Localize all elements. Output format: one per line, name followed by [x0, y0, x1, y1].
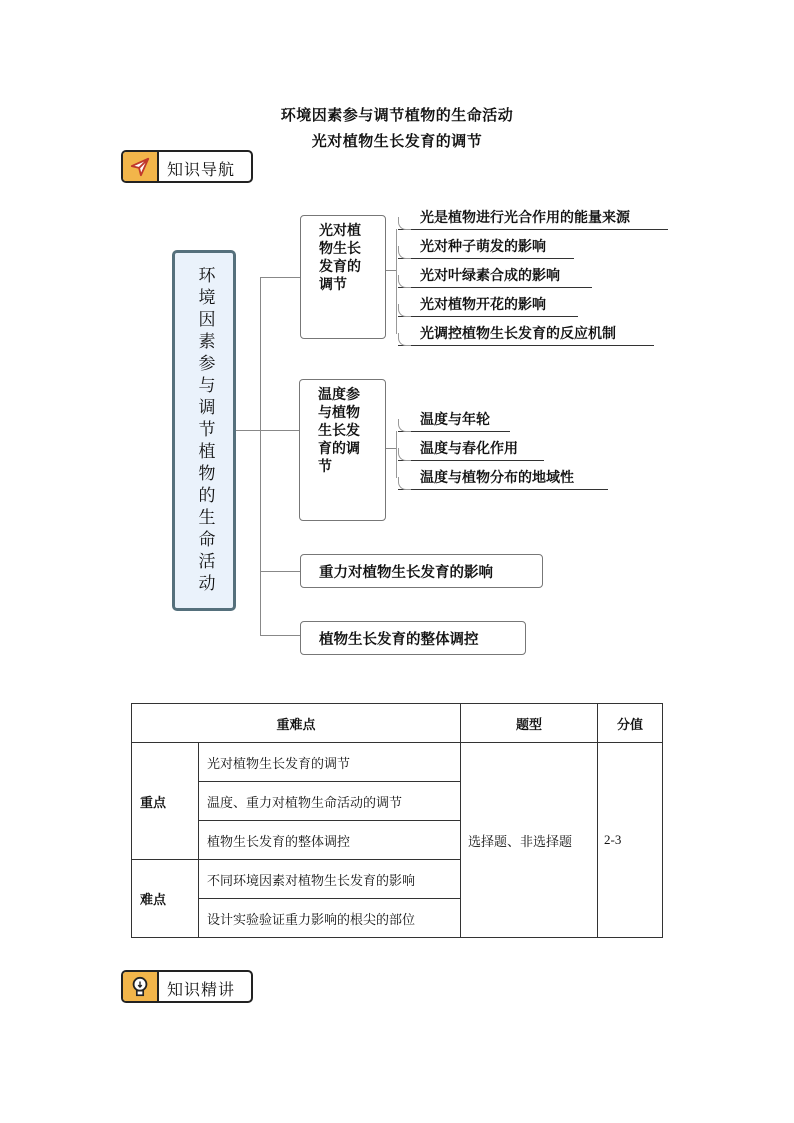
- table-cell: 温度、重力对植物生命活动的调节: [199, 782, 461, 821]
- mindmap-connector: [260, 277, 300, 278]
- mindmap-connector: [236, 430, 260, 431]
- mindmap-leaf: 光调控植物生长发育的反应机制: [398, 324, 654, 346]
- mindmap-branch-gravity: 重力对植物生长发育的影响: [300, 554, 543, 588]
- mindmap-leaf: 光是植物进行光合作用的能量来源: [398, 208, 668, 230]
- mindmap-leaf-spine: [396, 431, 397, 478]
- paper-plane-icon: [123, 152, 159, 181]
- table-header-row: [132, 704, 663, 743]
- table-cell-type: 选择题、非选择题: [461, 743, 598, 938]
- table-header: 题型: [461, 704, 598, 743]
- section-label: 知识精讲: [167, 980, 236, 999]
- table-cell: 光对植物生长发育的调节: [199, 743, 461, 782]
- section-label: 知识导航: [167, 160, 236, 179]
- mindmap-connector: [386, 270, 396, 271]
- mindmap-connector: [260, 635, 300, 636]
- lightbulb-icon: [123, 972, 159, 1001]
- mindmap-connector: [260, 571, 300, 572]
- mindmap-leaf: 温度与植物分布的地域性: [398, 468, 608, 490]
- table-header: 分值: [598, 704, 663, 743]
- section-badge-navigation: [121, 150, 253, 183]
- table-row: [132, 743, 663, 782]
- table-cell-score: 2-3: [598, 743, 663, 938]
- mindmap-connector: [260, 430, 300, 431]
- key-points-table: [131, 703, 663, 938]
- mindmap-root: 环境因素参与调节植物的生命活动: [172, 250, 236, 611]
- mindmap-leaf: 光对植物开花的影响: [398, 295, 578, 317]
- mindmap-trunk: [260, 277, 261, 635]
- mindmap-branch-light: 光对植物生长发育的调节: [300, 215, 386, 339]
- page-title: 环境因素参与调节植物的生命活动: [280, 106, 514, 124]
- mindmap-connector: [386, 448, 396, 449]
- page-subtitle: 光对植物生长发育的调节: [311, 132, 483, 150]
- mindmap-leaf: 光对叶绿素合成的影响: [398, 266, 592, 288]
- table-group-difficult: 难点: [132, 860, 199, 938]
- mindmap-leaf: 光对种子萌发的影响: [398, 237, 574, 259]
- table-cell: 不同环境因素对植物生长发育的影响: [199, 860, 461, 899]
- table-group-key: 重点: [132, 743, 199, 860]
- mindmap-branch-overall-regulation: 植物生长发育的整体调控: [300, 621, 526, 655]
- mindmap-leaf: 温度与年轮: [398, 410, 510, 432]
- mindmap-leaf-spine: [396, 229, 397, 334]
- mindmap-leaf: 温度与春化作用: [398, 439, 544, 461]
- table-cell: 设计实验验证重力影响的根尖的部位: [199, 899, 461, 938]
- table-header: 重难点: [132, 704, 461, 743]
- section-badge-explanation: [121, 970, 253, 1003]
- table-cell: 植物生长发育的整体调控: [199, 821, 461, 860]
- mindmap-branch-temperature: 温度参与植物生长发育的调节: [299, 379, 386, 521]
